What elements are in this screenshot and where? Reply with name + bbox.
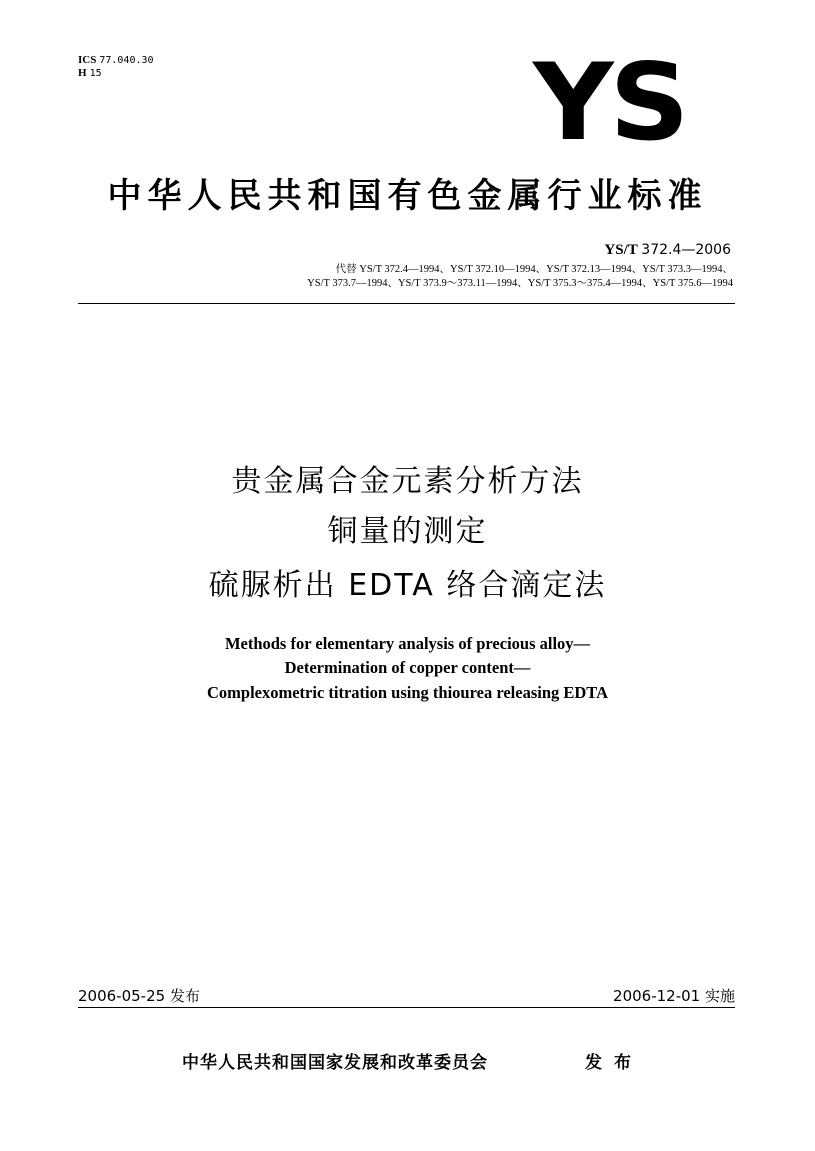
standard-prefix: YS/T	[604, 242, 638, 258]
english-title-line-3: Complexometric titration using thiourea releasing EDTA	[206, 683, 608, 702]
english-title-line-2: Determination of copper content—	[284, 658, 531, 677]
footer-divider	[78, 1007, 735, 1008]
issue-label: 发布	[585, 1053, 643, 1073]
publish-date: 2006-05-25 发布	[78, 987, 200, 1005]
industry-standard-title: 中华人民共和国有色金属行业标准	[107, 176, 708, 216]
replaces-line-1: 代替 YS/T 372.4—1994、YS/T 372.10—1994、YS/T 372.13—1994、YS/T 373.3—1994、	[335, 264, 733, 275]
header-divider	[78, 303, 735, 304]
ccs-label: H	[78, 67, 87, 79]
chinese-title-line-1: 贵金属合金元素分析方法	[231, 464, 584, 499]
chinese-title-line-3: 硫脲析出 EDTA 络合滴定法	[208, 568, 607, 603]
english-title-line-1: Methods for elementary analysis of precious alloy—	[224, 634, 591, 653]
issuing-authority: 中华人民共和国国家发展和改革委员会	[182, 1053, 488, 1073]
ys-logo: YS	[533, 41, 686, 164]
ics-label: ICS	[78, 54, 97, 66]
ics-code: 77.040.30	[99, 55, 154, 66]
ics-line	[78, 54, 154, 67]
standard-code: 372.4—2006	[641, 242, 731, 258]
ccs-line	[78, 67, 154, 80]
classification-codes	[78, 54, 154, 80]
ccs-code: 15	[89, 68, 102, 79]
replaces-line-2: YS/T 373.7—1994、YS/T 373.9～373.11—1994、YS/T 375.3～375.4—1994、YS/T 375.6—1994	[307, 278, 733, 289]
implement-date: 2006-12-01 实施	[613, 987, 735, 1005]
chinese-title-line-2: 铜量的测定	[327, 514, 488, 549]
standard-number	[604, 242, 731, 259]
